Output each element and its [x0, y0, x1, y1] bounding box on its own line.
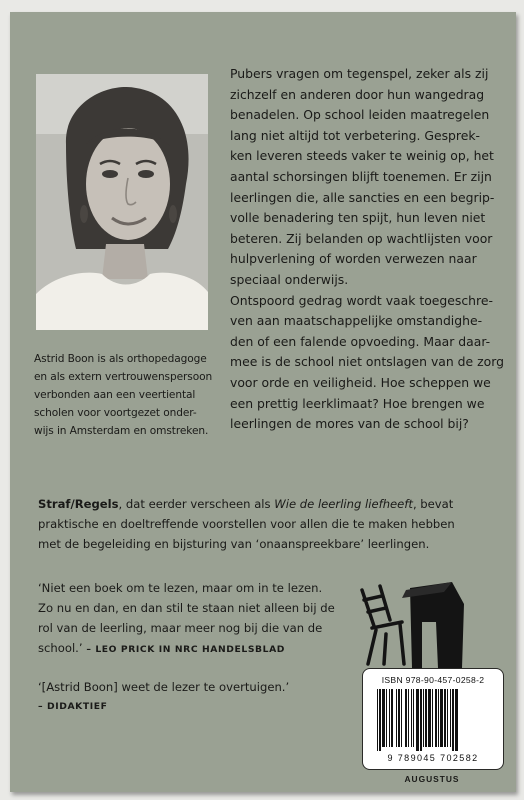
author-bio: [34, 350, 230, 440]
review-quote-didaktief: [38, 677, 338, 717]
barcode-bar: [438, 689, 439, 747]
barcode-number: 9 789045 702582: [387, 753, 479, 763]
barcode-bar: [398, 689, 400, 747]
author-bio-line: Astrid Boon is als orthopedagoge: [34, 353, 207, 365]
barcode-bar: [386, 689, 387, 747]
quote-line: ‘Niet een boek om te lezen, maar om in te lezen.: [38, 581, 323, 595]
barcode-bar: [423, 689, 424, 747]
review-quote-nrc: [38, 578, 338, 660]
blurb-line-3: met de begeleiding en bijsturing van ‘onaanspreekbare’ leerlingen.: [38, 537, 430, 551]
synopsis: [230, 64, 516, 435]
author-bio-line: en als extern vertrouwenspersoon: [34, 371, 213, 383]
barcode-bar: [416, 689, 419, 751]
blurb-line-2: praktische en doeltreffende voorstellen voor allen die te maken hebben: [38, 517, 455, 531]
book-title: Straf/Regels: [38, 497, 119, 511]
author-portrait-image: [36, 74, 208, 330]
synopsis-line: den of een falende opvoeding. Maar daar-: [230, 333, 491, 349]
barcode-bar: [377, 689, 378, 751]
barcode-bar: [379, 689, 381, 751]
synopsis-line: ken leveren steeds vaker te weinig op, het: [230, 148, 494, 164]
barcode-bar: [396, 689, 397, 747]
synopsis-line: aantal schorsingen blijft toenemen. Er zijn: [230, 168, 492, 184]
barcode-bar: [389, 689, 390, 747]
barcode-bar: [401, 689, 402, 747]
blurb-text: , bevat: [412, 497, 454, 511]
isbn-label: ISBN 978-90-457-0258-2: [381, 675, 485, 685]
book-blurb: [38, 494, 514, 554]
synopsis-line: leerlingen de mores van de school bij?: [230, 416, 469, 432]
synopsis-line: mee is de school niet ontslagen van de zorg: [230, 354, 504, 370]
synopsis-line: zichzelf en anderen door hun wangedrag: [230, 86, 485, 102]
barcode-bar: [455, 689, 458, 751]
barcode-bar: [450, 689, 451, 747]
previous-title: Wie de leerling liefheeft: [274, 497, 413, 511]
barcode-bar: [428, 689, 431, 747]
barcode-bar: [382, 689, 385, 747]
synopsis-line: beteren. Zij belanden op wachtlijsten voor: [230, 230, 493, 246]
quote-line: school.’: [38, 641, 83, 655]
blurb-line-1: [38, 494, 514, 514]
synopsis-line: speciaal onderwijs.: [230, 271, 349, 287]
synopsis-line: lang niet altijd tot verbetering. Gesprek-: [230, 127, 481, 143]
barcode-bar: [405, 689, 407, 747]
synopsis-line: benadelen. Op school leiden maatregelen: [230, 107, 490, 123]
barcode-icon: [375, 689, 491, 751]
barcode-bar: [425, 689, 427, 747]
synopsis-line: hulpverlening of worden verwezen naar: [230, 251, 477, 267]
author-bio-line: verbonden aan een veertiental: [34, 389, 196, 401]
chair-desk-illustration: [340, 578, 470, 668]
synopsis-line: volle benadering ten spijt, hun leven niet: [230, 210, 486, 226]
quote-last-line: [38, 638, 338, 660]
synopsis-line: voor orde en veiligheid. Hoe scheppen we: [230, 374, 491, 390]
barcode-bar: [444, 689, 446, 747]
synopsis-line: Pubers vragen om tegenspel, zeker als zij: [230, 66, 489, 81]
barcode-bar: [391, 689, 393, 747]
quote-attribution: – DIDAKTIEF: [38, 701, 108, 712]
quote-line: rol van de leerling, maar meer nog bij die van de: [38, 621, 323, 635]
quote-line: Zo nu en dan, en dan stil te staan niet alleen bij de: [38, 601, 335, 615]
chair-desk-icon: [340, 578, 470, 668]
blurb-text: , dat eerder verscheen als: [118, 497, 275, 511]
synopsis-line: Ontspoord gedrag wordt vaak toegeschre-: [230, 292, 493, 308]
barcode-bar: [440, 689, 443, 747]
barcode-bar: [432, 689, 433, 747]
synopsis-line: ven aan maatschappelijke omstandighe-: [230, 313, 483, 329]
barcode-bar: [452, 689, 454, 751]
synopsis-line: leerlingen die, alle sancties en een begrip-: [230, 189, 495, 205]
synopsis-line: een prettig leerklimaat? Hoe brengen we: [230, 395, 485, 411]
barcode-bar: [408, 689, 409, 747]
book-back-cover: [10, 12, 516, 792]
barcode-bar: [447, 689, 448, 747]
author-bio-line: wijs in Amsterdam en omstreken.: [34, 425, 209, 437]
barcode-bar: [435, 689, 437, 747]
publisher-name: AUGUSTUS: [404, 774, 460, 784]
barcode-bar: [420, 689, 422, 751]
author-bio-line: scholen voor voortgezet onder-: [34, 407, 197, 419]
barcode-bar: [413, 689, 414, 747]
barcode-bar: [411, 689, 412, 747]
author-photo: [36, 74, 208, 330]
quote-line: ‘[Astrid Boon] weet de lezer te overtuigen.’: [38, 680, 290, 694]
quote-attribution: – LEO PRICK IN NRC HANDELSBLAD: [82, 644, 286, 655]
barcode-box: [362, 668, 504, 770]
